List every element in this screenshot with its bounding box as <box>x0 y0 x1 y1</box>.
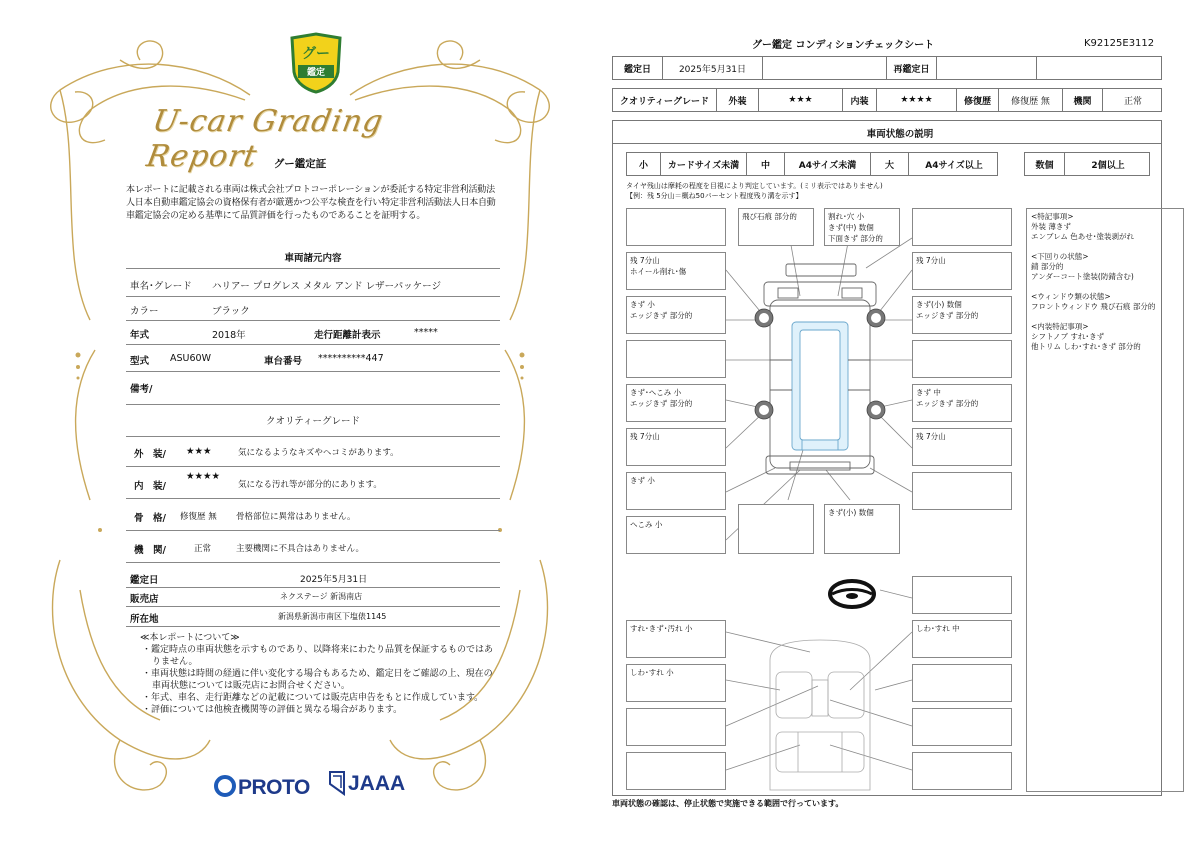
note-line: エンブレム 色あせ･塗装剥がれ <box>1031 232 1135 241</box>
chassis-value: **********447 <box>318 353 384 364</box>
model-value: ASU60W <box>170 353 211 364</box>
damage-box-rear-center <box>824 504 900 554</box>
damage-box-right-rear <box>912 384 1012 422</box>
color-value: ブラック <box>212 306 250 317</box>
engine-value: 正常 <box>1123 96 1142 107</box>
damage-box-interior-4 <box>912 664 1012 702</box>
divider <box>126 626 500 627</box>
proto-logo-text: PROTO <box>238 776 310 799</box>
damage-box-front-center <box>738 208 814 246</box>
damage-text: エッジきず 部分的 <box>916 399 979 408</box>
engine-label: 機関 <box>1063 89 1103 111</box>
note-line: <ウィンドウ類の状態> <box>1031 292 1111 301</box>
damage-box-rear-left <box>626 472 726 510</box>
goo-appraisal-emblem <box>288 32 344 94</box>
divider <box>126 587 500 588</box>
exterior-stars: ★★★ <box>186 446 212 457</box>
name-value: ハリアー プログレス メタル アンド レザーパッケージ <box>212 281 441 292</box>
model-label: 型式 <box>130 356 150 367</box>
damage-box-rear-right <box>912 472 1012 510</box>
interior-label: 内 装/ <box>134 481 166 492</box>
damage-box-steering <box>912 576 1012 614</box>
damage-box-tire-fl <box>626 252 726 290</box>
damage-box-interior-3 <box>626 664 726 702</box>
divider <box>126 296 500 297</box>
note-line: <特記事項> <box>1031 212 1074 221</box>
mileage-label: 走行距離計表示 <box>314 330 381 341</box>
tire-note-2: 【例：残 5分山＝概ね50パーセント程度残り溝を示す】 <box>626 192 803 200</box>
quality-title: クオリティーグレード <box>265 416 361 427</box>
color-label: カラー <box>130 306 159 317</box>
damage-box-front-right <box>824 208 900 246</box>
notes-title: ≪本レポートについて≫ <box>140 633 240 643</box>
note-line <box>1031 282 1179 292</box>
damage-box-rear-center-left <box>738 504 814 554</box>
divider <box>126 404 500 405</box>
date-value: 2025年5月31日 <box>300 575 368 585</box>
note-item: ・鑑定時点の車両状態を示すものであり、以降将来にわたり品質を保証するものではありません。 <box>142 645 494 667</box>
size-large-desc: A4サイズ以上 <box>925 160 983 171</box>
size-mid: 中 <box>747 153 785 175</box>
certificate-body: 本レポートに記載される車両は株式会社プロトコーポレーションが委託する特定非営利活動法人日本自動車鑑定協会の資格保有者が厳選かつ公平な検査を行い特定非営利活動法人日本自動車鑑定協会の定める基準にて品質評価を行ったものであることを証明する。 <box>126 185 496 221</box>
size-large: 大 <box>871 153 909 175</box>
report-script-title: U-car Grading Report <box>143 104 387 174</box>
repair-value: 修復歴 無 <box>999 89 1063 111</box>
note-line: シフトノブ すれ･きず <box>1031 332 1105 341</box>
damage-text: 下面きず 部分的 <box>828 234 883 243</box>
damage-text: きず 小 <box>630 300 655 309</box>
damage-text: 残 7分山 <box>630 256 660 265</box>
note-item: ・評価については他検査機関等の評価と異なる場合があります。 <box>142 705 403 715</box>
divider <box>126 344 500 345</box>
special-notes <box>1026 208 1184 792</box>
count-label: 数個 <box>1025 153 1065 175</box>
steering-wheel-icon <box>830 581 874 607</box>
damage-text: 残 7分山 <box>916 432 946 441</box>
size-mid-desc: A4サイズ未満 <box>785 153 871 175</box>
footer-note: 車両状態の確認は、停止状態で実施できる範囲で行っています。 <box>612 799 844 808</box>
name-label: 車名･グレード <box>130 281 192 292</box>
note-item: ・車両状態は時間の経過に伴い変化する場合もあるため、鑑定日をご確認の上、現在の車両状態については販売店にお問合せください。 <box>142 669 493 691</box>
damage-text: エッジきず 部分的 <box>630 399 693 408</box>
damage-box-right-front <box>912 296 1012 334</box>
damage-text: エッジきず 部分的 <box>630 311 693 320</box>
damage-box-interior-8 <box>912 752 1012 790</box>
damage-box-front-far-right <box>912 208 1012 246</box>
damage-text: 残 7分山 <box>630 432 660 441</box>
damage-text: きず 小 <box>630 476 655 485</box>
proto-logo <box>214 772 310 800</box>
exterior-label: 外 装/ <box>134 449 166 460</box>
jaaa-mark-icon <box>328 770 346 796</box>
mileage-value: ***** <box>414 327 438 338</box>
damage-box-rear-bottom <box>626 516 726 554</box>
damage-box-interior-6 <box>912 708 1012 746</box>
note-line: フロントウィンドウ 飛び石痕 部分的 <box>1031 302 1156 311</box>
remarks-label: 備考/ <box>130 384 153 395</box>
divider <box>126 371 500 372</box>
damage-box-interior-1 <box>626 620 726 658</box>
note-line: 外装 薄きず <box>1031 222 1071 231</box>
note-line: 他トリム しわ･すれ･きず 部分的 <box>1031 342 1141 351</box>
address-value: 新潟県新潟市南区下塩俵1145 <box>278 612 387 621</box>
year-value: 2018年 <box>212 330 246 341</box>
note-line <box>1031 312 1179 322</box>
emblem-bottom-text: 鑑定 <box>306 68 326 78</box>
repair-label: 修復歴 <box>957 89 999 111</box>
quality-label: クオリティーグレード <box>613 89 717 111</box>
frame-label: 骨 格/ <box>134 513 166 524</box>
jaaa-logo-text: JAAA <box>348 772 406 795</box>
damage-box-front-left <box>626 208 726 246</box>
divider <box>126 498 500 499</box>
dealer-value: ネクステージ 新潟南店 <box>280 592 363 601</box>
interior-desc: 気になる汚れ等が部分的にあります。 <box>238 480 382 490</box>
size-small-desc: カードサイズ未満 <box>661 153 747 175</box>
chassis-label: 車台番号 <box>264 356 303 367</box>
damage-box-left-front <box>626 296 726 334</box>
note-line: アンダーコート塗装(防錆含む) <box>1031 272 1134 281</box>
note-line <box>1031 242 1179 252</box>
damage-text: エッジきず 部分的 <box>916 311 979 320</box>
damage-text: きず(中) 数個 <box>828 223 874 232</box>
damage-text: しわ･すれ 中 <box>916 624 960 633</box>
divider <box>126 436 500 437</box>
damage-box-right-mid <box>912 340 1012 378</box>
interior-label: 内装 <box>843 89 877 111</box>
specs-title: 車両諸元内容 <box>284 253 342 264</box>
reinspect-label: 再鑑定日 <box>887 57 937 79</box>
damage-box-left-mid <box>626 340 726 378</box>
damage-text: きず(小) 数個 <box>828 508 874 517</box>
exterior-stars: ★★★ <box>759 89 843 111</box>
damage-box-interior-5 <box>626 708 726 746</box>
date-value: 2025年5月31日 <box>663 57 763 79</box>
engine-label: 機 関/ <box>134 545 166 556</box>
note-line: <内装特記事項> <box>1031 322 1089 331</box>
note-line: 錆 部分的 <box>1031 262 1064 271</box>
interior-stars: ★★★★ <box>877 89 957 111</box>
damage-box-tire-rl <box>626 428 726 466</box>
count-desc: 2個以上 <box>1091 160 1125 171</box>
engine-value: 正常 <box>194 544 212 554</box>
exterior-label: 外装 <box>717 89 759 111</box>
divider <box>126 466 500 467</box>
dealer-label: 販売店 <box>130 594 159 605</box>
note-line: <下回りの状態> <box>1031 252 1089 261</box>
address-label: 所在地 <box>130 614 159 625</box>
damage-box-tire-fr <box>912 252 1012 290</box>
condition-title: 車両状態の説明 <box>866 129 934 140</box>
damage-box-tire-rr <box>912 428 1012 466</box>
damage-text: きず(小) 数個 <box>916 300 962 309</box>
damage-box-interior-7 <box>626 752 726 790</box>
engine-desc: 主要機関に不具合はありません。 <box>236 544 365 554</box>
interior-stars: ★★★★ <box>186 471 221 482</box>
document-id: K92125E3112 <box>1084 38 1155 49</box>
damage-box-interior-2 <box>912 620 1012 658</box>
damage-text: へこみ 小 <box>630 520 663 529</box>
damage-text: ホイール削れ･傷 <box>630 267 687 276</box>
certificate-title: グー鑑定証 <box>273 158 327 170</box>
proto-q-icon <box>214 775 236 797</box>
divider <box>126 268 500 269</box>
note-item: ・年式、車名、走行距離などの記載については販売店申告をもとに作成しています。 <box>142 693 484 703</box>
emblem-top-text: グー <box>302 46 330 62</box>
report-notes <box>140 632 500 716</box>
date-label: 鑑定日 <box>613 57 663 79</box>
damage-text: 飛び石痕 部分的 <box>742 212 797 221</box>
sheet-title: グー鑑定 コンディションチェックシート <box>752 40 935 51</box>
frame-value: 修復歴 無 <box>180 512 217 522</box>
damage-text: きず 中 <box>916 388 941 397</box>
date-label: 鑑定日 <box>130 575 159 586</box>
damage-text: 割れ･穴 小 <box>828 212 865 221</box>
damage-text: すれ･きず･汚れ 小 <box>630 624 693 633</box>
condition-check-sheet <box>600 0 1200 848</box>
size-small: 小 <box>627 153 661 175</box>
tire-note-1: タイヤ残山は摩耗の程度を目視により判定しています。(ミリ表示ではありません) <box>626 182 883 190</box>
exterior-desc: 気になるようなキズやヘコミがあります。 <box>238 448 399 458</box>
divider <box>126 562 500 563</box>
divider <box>126 320 500 321</box>
divider <box>126 606 500 607</box>
damage-box-left-rear <box>626 384 726 422</box>
divider <box>126 530 500 531</box>
damage-text: しわ･すれ 小 <box>630 668 674 677</box>
damage-text: 残 7分山 <box>916 256 946 265</box>
frame-desc: 骨格部位に異常はありません。 <box>236 512 356 522</box>
damage-text: きず･へこみ 小 <box>630 388 682 397</box>
year-label: 年式 <box>130 330 150 341</box>
